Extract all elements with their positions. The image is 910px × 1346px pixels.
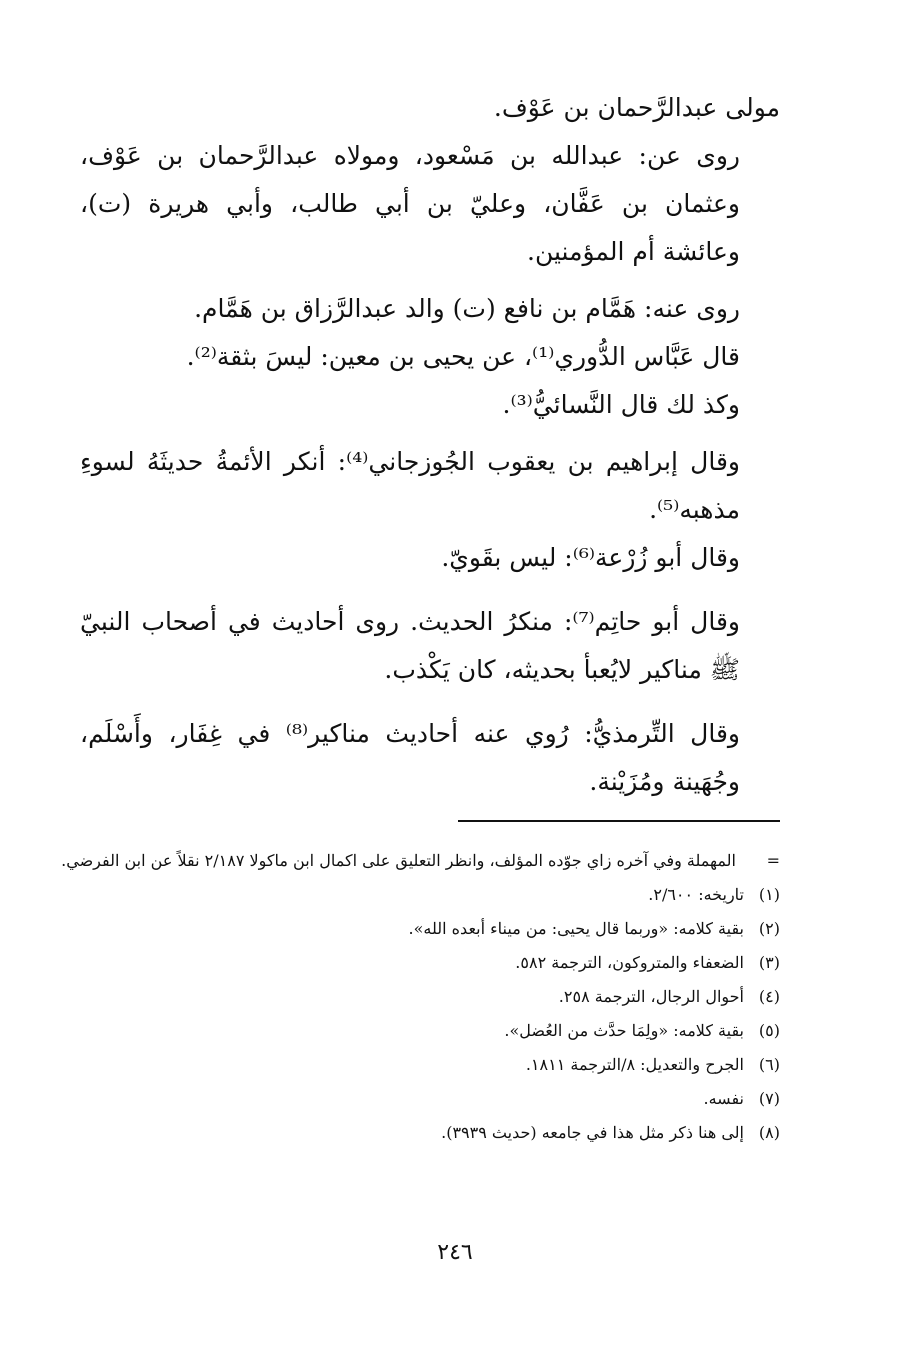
paragraph-narrated-from: روى عن: عبدالله بن مَسْعود، ومولاه عبدالرَّحمان بن عَوْف، وعثمان بن عَفَّان، وعليّ بن أبي طالب، وأبي هريرة (ت)، وعائشة أم المؤمنين. [80,141,740,266]
footnote-number: (٦) [758,1055,780,1074]
footnote-item [60,1116,780,1150]
footnote-text: نفسه. [703,1089,744,1108]
footnote-item [60,1082,780,1116]
footnote-number: (١) [758,885,780,904]
continuation-marker: = [766,851,780,870]
footnote-item [60,1014,780,1048]
footnote-item [60,912,780,946]
paragraph-nasai: وكذ لك قال النَّسائيُّ⁽³⁾. [502,390,740,419]
footnote-text: الجرح والتعديل: ٨/الترجمة ١٨١١. [525,1055,744,1074]
footnote-number: (٣) [758,953,780,972]
footnote-separator [458,820,780,822]
footnote-text: بقية كلامه: «ولِمَا حدَّث من العُضل». [504,1021,744,1040]
paragraph-tirmidhi: وقال التِّرمذيُّ: رُوي عنه أحاديث مناكير⁽⁸⁾ في غِفَار، وأَسْلَم، وجُهَينة ومُزَيْنة. [80,719,740,796]
footnote-continuation-text: المهملة وفي آخره زاي جوّده المؤلف، وانظر التعليق على اكمال ابن ماكولا ٢/١٨٧ نقلاً عن ابن الفرضي. [61,851,736,870]
footnote-text: إلى هنا ذكر مثل هذا في جامعه (حديث ٣٩٣٩). [441,1123,744,1142]
page-number: ٢٤٦ [437,1240,473,1265]
footnote-text: بقية كلامه: «وربما قال يحيى: من ميناء أبعده الله». [408,919,744,938]
paragraph-narrated-by: روى عنه: هَمَّام بن نافع (ت) والد عبدالرَّزاق بن هَمَّام. [194,294,740,323]
footnote-text: الضعفاء والمتروكون، الترجمة ٥٨٢. [515,953,744,972]
footnote-number: (٧) [758,1089,780,1108]
footnote-item [60,946,780,980]
footnote-number: (٨) [758,1123,780,1142]
footnote-number: (٢) [758,919,780,938]
footnotes [60,844,780,1150]
footnote-item [60,878,780,912]
footnote-item [60,980,780,1014]
main-text [80,84,780,806]
paragraph-abu-zura: وقال أبو زُرْعة⁽⁶⁾: ليس بقَويّ. [441,543,740,572]
footnote-text: أحوال الرجال، الترجمة ٢٥٨. [558,987,744,1006]
footnote-item [60,1048,780,1082]
paragraph-juzjani: وقال إبراهيم بن يعقوب الجُوزجاني⁽⁴⁾: أنكر الأئمةُ حديثَهُ لسوءِ مذهبه⁽⁵⁾. [80,447,740,524]
paragraph-abu-hatim: وقال أبو حاتِم⁽⁷⁾: منكرُ الحديث. روى أحاديث في أصحاب النبيّ ﷺ مناكير لايُعبأ بحديثه، كان يَكْذب. [80,607,740,684]
footnote-number: (٤) [758,987,780,1006]
footnote-text: تاريخه: ٢/٦٠٠. [648,885,744,904]
paragraph-abbas-duri: قال عَبَّاس الدُّوري⁽¹⁾، عن يحيى بن معين: ليسَ بثقة⁽²⁾. [186,342,740,371]
paragraph-1: مولى عبدالرَّحمان بن عَوْف. [493,93,780,122]
footnote-continuation [60,844,780,878]
footnote-number: (٥) [758,1021,780,1040]
